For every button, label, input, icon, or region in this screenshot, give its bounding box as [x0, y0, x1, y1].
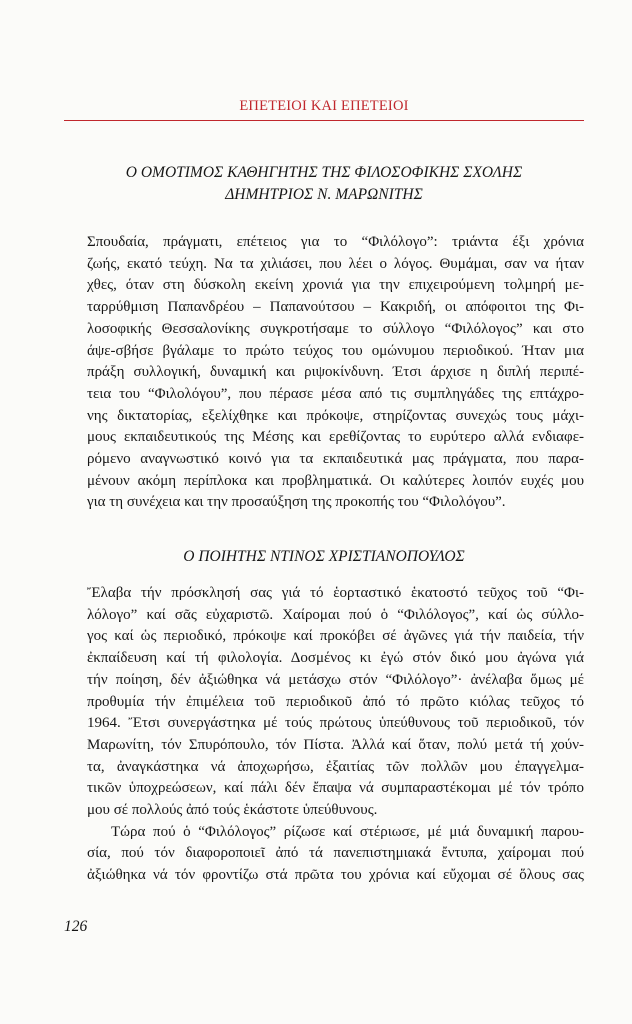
paragraph-christianopoulos: [87, 583, 584, 887]
text-line: Ἔλαβα τήν πρόσκλησή σας γιά τό ἑορταστικό ἑκατοστό τεῦχος τοῦ “Φι-: [87, 585, 584, 601]
text-line: χθες, όταν στη δύσκολη εκείνη χρονιά για την επιχειρούμενη τολμηρή με-: [87, 277, 584, 294]
text-line: μους εκπαιδευτικούς της Μέσης και ερεθίζοντας το ευρύτερο αλλά ενδιαφε-: [87, 429, 584, 446]
text-line: μένουν ακόμη περίπλοκα και προβληματικά. Οι καλύτερες λοιπόν ευχές μου: [87, 472, 584, 489]
text-line: τήν ποίηση, δέν ἀξιώθηκα νά μετάσχω στόν “Φιλόλογο”· ἀνέλαβα ὅμως μέ: [87, 671, 584, 688]
text-line: ταρρύθμιση Παπανδρέου – Παπανούτσου – Κακριδή, οι απόφοιτοι της Φι-: [87, 299, 584, 316]
text-line: γος καί ὡς περιοδικό, πρόκοψε καί προκόβει σέ ἀγῶνες γιά τήν παιδεία, τήν: [87, 628, 584, 645]
text-line: πράξη συλλογική, δυναμική και ριψοκίνδυνη. Έτσι άρχισε η διπλή περιπέ-: [87, 364, 584, 381]
text-line: άψε-σβήσε βγάλαμε το πρώτο τεύχος του ομώνυμου περιοδικού. Ήταν μια: [87, 342, 584, 359]
title-line: ΔΗΜΗΤΡΙΟΣ Ν. ΜΑΡΩΝΙΤΗΣ: [225, 186, 423, 203]
page-number: 126: [64, 918, 88, 935]
text-line: τεια του “Φιλολόγου”, που πέρασε μέσα από τις συμπληγάδες της επτάχρο-: [87, 385, 584, 402]
text-line: προθυμία τήν ἐπιμέλεια τοῦ περιοδικοῦ ἀπό τό πρῶτο κιόλας τεῦχος τό: [87, 693, 584, 710]
text-line: νης δικτατορίας, εξελίχθηκε και πρόκοψε, στηρίζοντας συνεχώς τους μάχι-: [87, 407, 584, 424]
section-title-maronitis: [64, 162, 584, 206]
header-rule: [64, 120, 584, 121]
text-line: Τώρα πού ὁ “Φιλόλογος” ρίζωσε καί στέριωσε, μέ μιά δυναμική παρου-: [111, 823, 584, 840]
text-line: λόλογο” καί σᾶς εὐχαριστῶ. Χαίρομαι πού ὁ “Φιλόλογος”, καί ὡς σύλλο-: [87, 606, 584, 623]
text-line: ἀξιώθηκα νά τόν φροντίζω στά πρῶτα του χρόνια καί εὔχομαι σέ ὅλους σας: [87, 867, 584, 884]
text-line: τα, ἀναγκάστηκα νά ἀποχωρήσω, ἐξαιτίας τῶν πολλῶν μου ἐπαγγελμα-: [87, 758, 584, 775]
paragraph-maronitis: [87, 232, 584, 514]
text-line: ζωής, εκατό τεύχη. Να τα χιλιάσει, που λέει ο λόγος. Θυμάμαι, σαν να ήταν: [87, 255, 584, 272]
text-line: τικῶν ὑποχρεώσεων, καί πάλι δέν ἔπαψα νά συμπαραστέκομαι μέ τόν τρόπο: [87, 780, 584, 797]
text-line: για τη συνέχεια και την προσαύξηση της προκοπής του “Φιλολόγου”.: [87, 494, 506, 511]
text-line: 1964. Ἔτσι συνεργάστηκα μέ τούς πρώτους ὑπεύθυνους τοῦ περιοδικοῦ, τόν: [87, 715, 584, 732]
text-line: μου σέ πολλούς ἀπό τούς ἑκάστοτε ὑπεύθυνους.: [87, 802, 378, 819]
running-header: ΕΠΕΤΕΙΟΙ ΚΑΙ ΕΠΕΤΕΙΟΙ: [239, 98, 409, 114]
text-line: Σπουδαία, πράγματι, επέτειος για το “Φιλόλογο”: τριάντα έξι χρόνια: [87, 234, 584, 250]
section-title-christianopoulos: Ο ΠΟΙΗΤΗΣ ΝΤΙΝΟΣ ΧΡΙΣΤΙΑΝΟΠΟΥΛΟΣ: [183, 548, 465, 565]
text-line: ρόμενο αναγνωστικό κοινό για τα εκπαιδευτικά μας πράγματα, που παρα-: [87, 451, 584, 468]
text-line: σία, πού τόν διαφοροποιεῖ ἀπό τά πανεπιστημιακά ἔντυπα, χαίρομαι πού: [87, 845, 584, 862]
text-line: ἐκπαίδευση καί τή φιλολογία. Δοσμένος κι ἐγώ στόν δικό μου ἀγώνα γιά: [87, 650, 584, 667]
title-line: Ο ΟΜΟΤΙΜΟΣ ΚΑΘΗΓΗΤΗΣ ΤΗΣ ΦΙΛΟΣΟΦΙΚΗΣ ΣΧΟΛΗΣ: [125, 164, 523, 181]
text-line: λοσοφικής Θεσσαλονίκης συγκροτήσαμε το σύλλογο “Φιλόλογος” και στο: [87, 320, 584, 337]
text-line: Μαρωνίτη, τόν Σπυρόπουλο, τόν Πίστα. Ἀλλά καί ὅταν, πολύ μετά τή χούν-: [87, 736, 584, 753]
